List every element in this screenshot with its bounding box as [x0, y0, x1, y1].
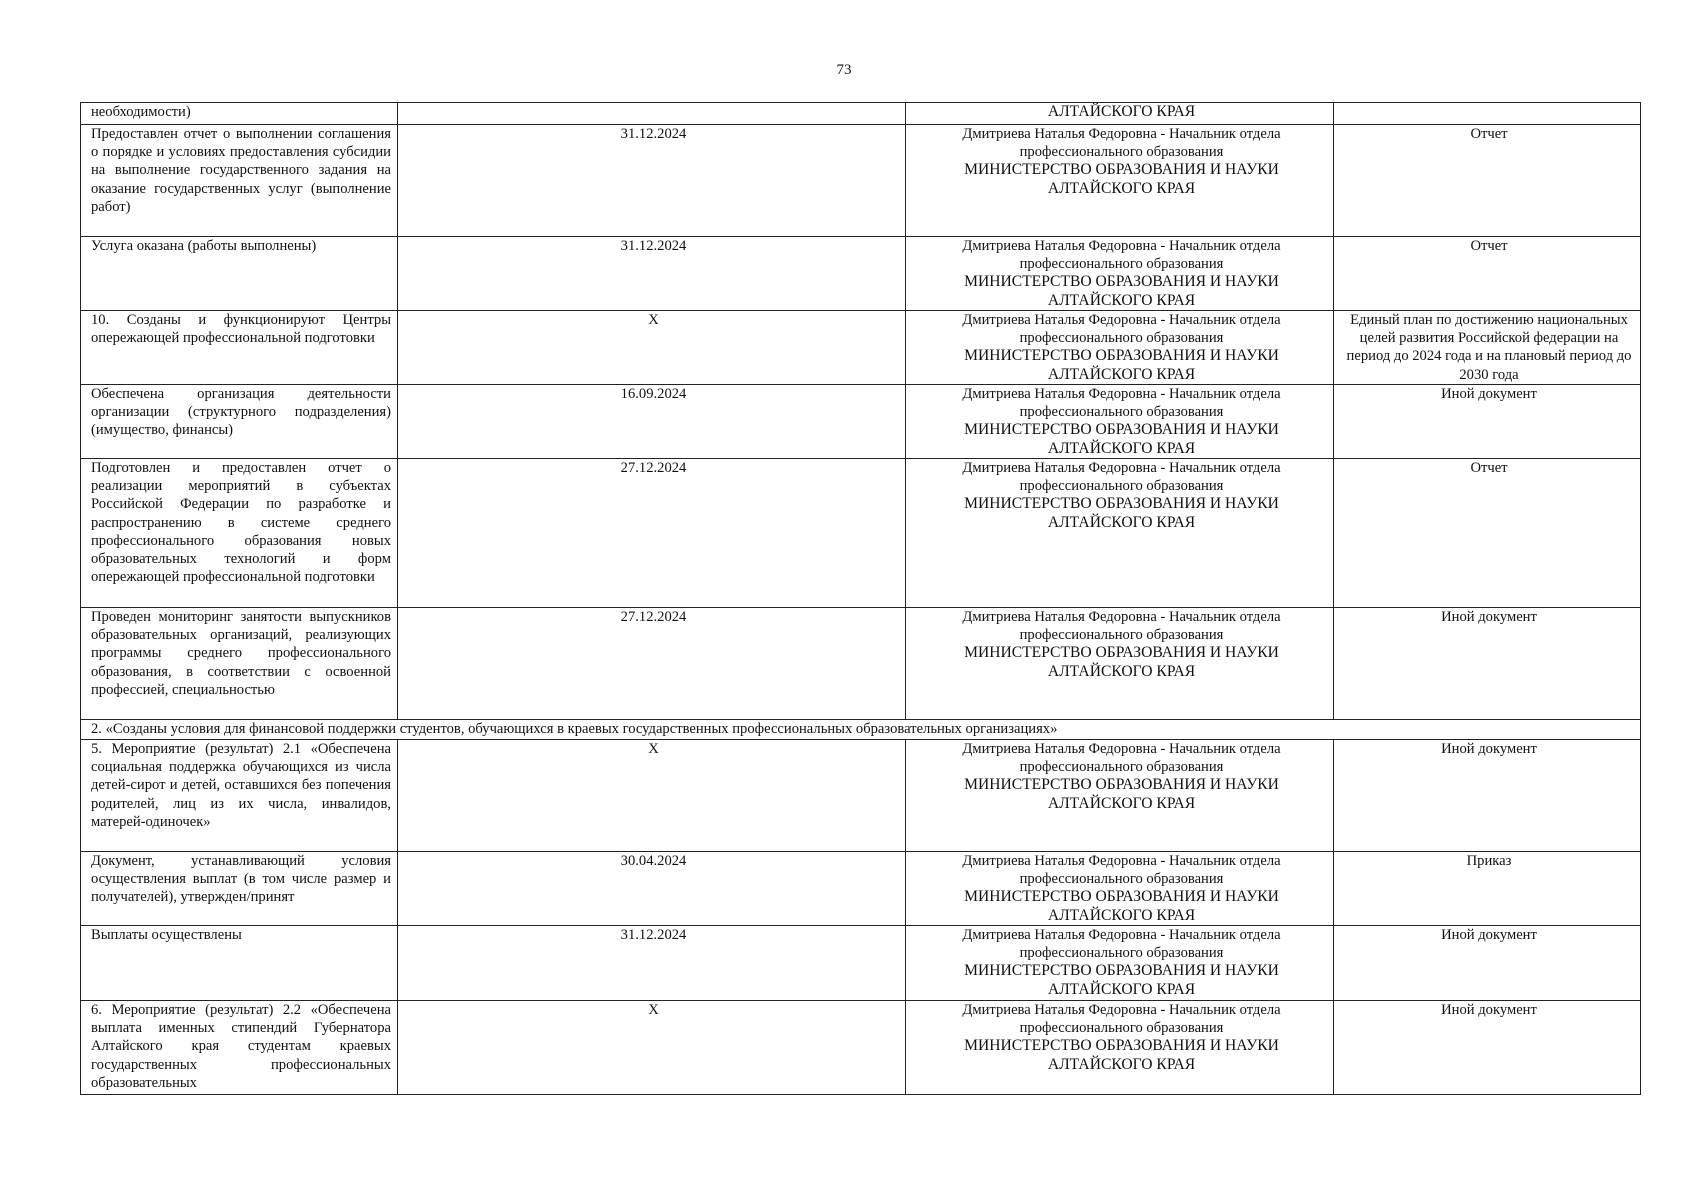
document-type-cell: Отчет	[1334, 459, 1641, 608]
result-name-cell: Подготовлен и предоставлен отчет о реализации мероприятий в субъектах Российской Федерации по разработке и распространению в системе среднего профессионального образования новых образовательных технологий и форм опережающей профессиональной подготовки	[81, 459, 398, 608]
responsible-ministry: МИНИСТЕРСТВО ОБРАЗОВАНИЯ И НАУКИ АЛТАЙСКОГО КРАЯ	[964, 644, 1279, 680]
deadline-cell: 31.12.2024	[398, 237, 906, 311]
plan-table-body	[81, 103, 1641, 1095]
responsible-cell	[906, 608, 1334, 720]
result-name-cell: Выплаты осуществлены	[81, 926, 398, 1001]
table-row	[81, 237, 1641, 311]
responsible-person: Дмитриева Наталья Федоровна - Начальник отдела	[962, 853, 1281, 869]
responsible-cell	[906, 459, 1334, 608]
deadline-cell: 16.09.2024	[398, 385, 906, 459]
result-name-cell: Проведен мониторинг занятости выпускников образовательных организаций, реализующих программы среднего профессионального образования, в соответствии с освоенной профессией, специальностью	[81, 608, 398, 720]
result-name-cell: 6. Мероприятие (результат) 2.2 «Обеспечена выплата именных стипендий Губернатора Алтайского края студентам краевых государственных профессиональных образовательных	[81, 1001, 398, 1095]
responsible-ministry: МИНИСТЕРСТВО ОБРАЗОВАНИЯ И НАУКИ АЛТАЙСКОГО КРАЯ	[964, 1037, 1279, 1073]
responsible-dept: профессионального образования	[1019, 945, 1224, 962]
deadline-cell: X	[398, 1001, 906, 1095]
page-number: 73	[836, 62, 852, 78]
responsible-dept: профессионального образования	[1019, 478, 1224, 495]
table-row	[81, 740, 1641, 852]
document-type-cell: Приказ	[1334, 852, 1641, 926]
result-name-cell: 5. Мероприятие (результат) 2.1 «Обеспечена социальная поддержка обучающихся из числа детей-сирот и детей, оставшихся без попечения родителей, лиц из их числа, инвалидов, матерей-одиночек»	[81, 740, 398, 852]
deadline-cell: X	[398, 311, 906, 385]
responsible-ministry: МИНИСТЕРСТВО ОБРАЗОВАНИЯ И НАУКИ АЛТАЙСКОГО КРАЯ	[964, 962, 1279, 998]
responsible-cell	[906, 385, 1334, 459]
responsible-cell	[906, 125, 1334, 237]
document-type-cell: Единый план по достижению национальных целей развития Российской федерации на период до 2024 года и на плановый период до 2030 года	[1334, 311, 1641, 385]
responsible-person: Дмитриева Наталья Федоровна - Начальник отдела	[962, 1002, 1281, 1018]
table-row	[81, 459, 1641, 608]
deadline-cell: 31.12.2024	[398, 125, 906, 237]
table-row	[81, 103, 1641, 125]
document-type-cell: Иной документ	[1334, 926, 1641, 1001]
responsible-person: Дмитриева Наталья Федоровна - Начальник отдела	[962, 386, 1281, 402]
deadline-cell: 27.12.2024	[398, 459, 906, 608]
section-row	[81, 720, 1641, 740]
result-name-cell: Документ, устанавливающий условия осуществления выплат (в том числе размер и получателей), утвержден/принят	[81, 852, 398, 926]
responsible-cell	[906, 103, 1334, 125]
responsible-person: Дмитриева Наталья Федоровна - Начальник отдела	[962, 460, 1281, 476]
responsible-person: Дмитриева Наталья Федоровна - Начальник отдела	[962, 741, 1281, 757]
responsible-dept: профессионального образования	[1019, 404, 1224, 421]
responsible-person: Дмитриева Наталья Федоровна - Начальник отдела	[962, 609, 1281, 625]
result-name-cell: Обеспечена организация деятельности организации (структурного подразделения) (имущество, финансы)	[81, 385, 398, 459]
responsible-cell	[906, 852, 1334, 926]
responsible-ministry: МИНИСТЕРСТВО ОБРАЗОВАНИЯ И НАУКИ АЛТАЙСКОГО КРАЯ	[964, 273, 1279, 309]
document-type-cell	[1334, 103, 1641, 125]
table-row	[81, 608, 1641, 720]
responsible-ministry: МИНИСТЕРСТВО ОБРАЗОВАНИЯ И НАУКИ АЛТАЙСКОГО КРАЯ	[964, 776, 1279, 812]
responsible-ministry: МИНИСТЕРСТВО ОБРАЗОВАНИЯ И НАУКИ АЛТАЙСКОГО КРАЯ	[964, 888, 1279, 924]
document-type-cell: Отчет	[1334, 125, 1641, 237]
responsible-person: Дмитриева Наталья Федоровна - Начальник отдела	[962, 238, 1281, 254]
responsible-ministry: МИНИСТЕРСТВО ОБРАЗОВАНИЯ И НАУКИ АЛТАЙСКОГО КРАЯ	[964, 495, 1279, 531]
deadline-cell	[398, 103, 906, 125]
deadline-cell: 31.12.2024	[398, 926, 906, 1001]
result-name-cell: Услуга оказана (работы выполнены)	[81, 237, 398, 311]
responsible-person: Дмитриева Наталья Федоровна - Начальник отдела	[962, 126, 1281, 142]
responsible-dept: профессионального образования	[1019, 627, 1224, 644]
table-row	[81, 852, 1641, 926]
responsible-dept: профессионального образования	[1019, 871, 1224, 888]
deadline-cell: 27.12.2024	[398, 608, 906, 720]
responsible-cell	[906, 740, 1334, 852]
document-type-cell: Иной документ	[1334, 740, 1641, 852]
responsible-ministry: МИНИСТЕРСТВО ОБРАЗОВАНИЯ И НАУКИ АЛТАЙСКОГО КРАЯ	[964, 347, 1279, 383]
document-type-cell: Иной документ	[1334, 1001, 1641, 1095]
document-type-cell: Иной документ	[1334, 385, 1641, 459]
table-row	[81, 125, 1641, 237]
plan-table	[80, 102, 1641, 1095]
table-row	[81, 926, 1641, 1001]
responsible-dept: профессионального образования	[1019, 1020, 1224, 1037]
responsible-person: Дмитриева Наталья Федоровна - Начальник отдела	[962, 312, 1281, 328]
responsible-cell	[906, 237, 1334, 311]
table-row	[81, 385, 1641, 459]
responsible-ministry: МИНИСТЕРСТВО ОБРАЗОВАНИЯ И НАУКИ АЛТАЙСКОГО КРАЯ	[964, 421, 1279, 457]
responsible-ministry: МИНИСТЕРСТВО ОБРАЗОВАНИЯ И НАУКИ АЛТАЙСКОГО КРАЯ	[964, 161, 1279, 197]
table-row	[81, 1001, 1641, 1095]
responsible-person: Дмитриева Наталья Федоровна - Начальник отдела	[962, 927, 1281, 943]
responsible-dept: профессионального образования	[1019, 759, 1224, 776]
deadline-cell: X	[398, 740, 906, 852]
responsible-ministry: АЛТАЙСКОГО КРАЯ	[1047, 103, 1196, 120]
table-row	[81, 311, 1641, 385]
section-title: 2. «Созданы условия для финансовой поддержки студентов, обучающихся в краевых государственных профессиональных образовательных организациях»	[81, 720, 1641, 740]
document-type-cell: Отчет	[1334, 237, 1641, 311]
responsible-dept: профессионального образования	[1019, 256, 1224, 273]
result-name-cell: необходимости)	[81, 103, 398, 125]
responsible-dept: профессионального образования	[1019, 330, 1224, 347]
result-name-cell: Предоставлен отчет о выполнении соглашения о порядке и условиях предоставления субсидии на выполнение государственного задания на оказание государственных услуг (выполнение работ)	[81, 125, 398, 237]
responsible-cell	[906, 926, 1334, 1001]
responsible-cell	[906, 1001, 1334, 1095]
document-type-cell: Иной документ	[1334, 608, 1641, 720]
responsible-dept: профессионального образования	[1019, 144, 1224, 161]
deadline-cell: 30.04.2024	[398, 852, 906, 926]
result-name-cell: 10. Созданы и функционируют Центры опережающей профессиональной подготовки	[81, 311, 398, 385]
responsible-cell	[906, 311, 1334, 385]
